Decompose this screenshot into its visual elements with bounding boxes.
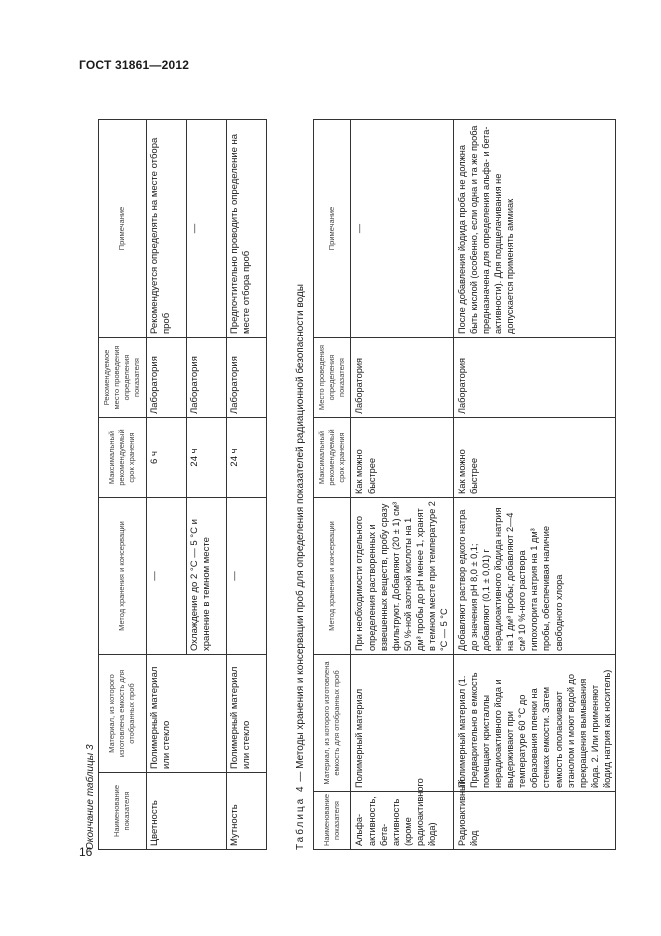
place-cell: Лаборатория (351, 338, 453, 418)
method-cell: — (146, 498, 186, 655)
note-cell: Рекомендуется определять на месте отбора проб (146, 120, 186, 338)
rotated-page-content (85, 80, 613, 850)
term-cell: 24 ч (186, 418, 226, 498)
note-cell: — (351, 120, 453, 338)
column-header: Наименование показателя (99, 773, 147, 850)
table3-continuation-caption: Окончание таблицы 3 (85, 744, 96, 850)
material-cell: Полимерный материал или стекло (226, 655, 266, 773)
table-header-row (314, 120, 351, 850)
table-row (146, 120, 186, 850)
column-header: Материал, из которого изготовлена емкость для отобранных проб (314, 655, 351, 792)
place-cell: Лаборатория (186, 338, 226, 418)
table-header-row (99, 120, 147, 850)
column-header: Максимальный рекомендуемый срок хранения (314, 418, 351, 498)
table-row (453, 120, 616, 850)
table4-caption (295, 284, 306, 850)
place-cell: Лаборатория (453, 338, 616, 418)
method-cell: Охлаждение до 2 °С — 5 °С и хранение в темном месте (186, 498, 226, 655)
table-row (226, 120, 266, 850)
method-cell: — (226, 498, 266, 655)
method-cell: При необходимости отдельного определения растворенных и взвешенных веществ, пробу сразу фильтруют. Добавляют (20 ± 1) см³ 50 %-ной азотной кислоты на 1 дм³ пробы до рН менее 1, хранят в темном месте при температуре 2 °С — 5 °С (351, 498, 453, 655)
column-header: Примечание (99, 120, 147, 338)
material-cell: Полимерный материал или стекло (146, 655, 226, 773)
table4-caption-label: Таблица 4 (295, 784, 306, 850)
term-cell: 24 ч (226, 418, 266, 498)
table-row (351, 120, 453, 850)
column-header: Рекомендуемое место проведения определения показателя (99, 338, 147, 418)
note-cell: — (186, 120, 226, 338)
term-cell: 6 ч (146, 418, 186, 498)
material-cell: Полимерный материал (1. Предварительно в емкость помещают кристаллы нерадиоактивного йода и выдерживают при температуре 60 °С до образования пленки на стенках емкости. Затем емкость ополаскивают этанолом и моют водой до прекращения вымывания йода. 2. Или применяют йодид натрия как носитель) (453, 655, 616, 792)
page-number: 16 (79, 845, 93, 859)
column-header: Примечание (314, 120, 351, 338)
term-cell: Как можно быстрее (453, 418, 616, 498)
indicator-name-cell: Альфа-активность, бета-активность (кроме радиоактивного йода) (351, 792, 453, 850)
place-cell: Лаборатория (146, 338, 186, 418)
column-header: Метод хранения и консервации (99, 498, 147, 655)
method-cell: Добавляют раствор едкого натра до значения рН 8,0 ± 0,1; добавляют (0,1 ± 0,01) г нерадиоактивного йодида натрия на 1 дм³ пробы; добавляют 2—4 см³ 10 %-ного раствора гипохлорита натрия на 1 дм³ пробы, обеспечивая наличие свободного хлора (453, 498, 616, 655)
column-header: Максимальный рекомендуемый срок хранения (99, 418, 147, 498)
note-cell: Предпочтительно проводить определение на месте отбора проб (226, 120, 266, 338)
table4 (313, 119, 616, 850)
indicator-name-cell: Радиоактивный йод (453, 792, 616, 850)
place-cell: Лаборатория (226, 338, 266, 418)
column-header: Материал, из которого изготовлена емкость для отобранных проб (99, 655, 147, 773)
table4-caption-text: — Методы хранения и консервации проб для определения показателей радиационной безопасности воды (295, 284, 306, 782)
indicator-name-cell: Цветность (146, 773, 226, 850)
note-cell: После добавления йодида проба не должна быть кислой (особенно, если одна и та же проба предназначена для определения альфа- и бета-активности). Для подщелачивания не допускается применять аммиак (453, 120, 616, 338)
indicator-name-cell: Мутность (226, 773, 266, 850)
column-header: Метод хранения и консервации (314, 498, 351, 655)
standard-number: ГОСТ 31861—2012 (79, 58, 190, 72)
term-cell: Как можно быстрее (351, 418, 453, 498)
table3-continuation (98, 119, 267, 850)
column-header: Место проведения определения показателя (314, 338, 351, 418)
material-cell: Полимерный материал (351, 655, 453, 792)
column-header: Наименование показателя (314, 792, 351, 850)
